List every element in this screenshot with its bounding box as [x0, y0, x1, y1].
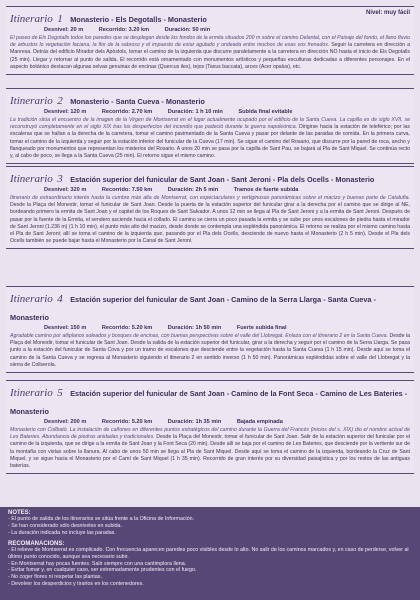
route-1-distance: Recorrido: 3.20 km — [98, 27, 150, 33]
route-2 — [6, 88, 414, 164]
route-3-header — [6, 167, 414, 194]
route-3-duration: Duración: 2h 5 min — [167, 187, 219, 193]
route-2-title: Monasterio - Santa Cueva - Monasterio — [70, 97, 205, 106]
route-1-stats — [44, 27, 410, 33]
notes-heading: NOTES: — [8, 510, 31, 516]
route-3-stats — [44, 187, 410, 193]
note-item: - Se han considerado sólo desniveles en subida. — [8, 522, 122, 529]
route-1-description — [6, 34, 414, 74]
notes-panel — [0, 507, 420, 600]
route-4-stats — [44, 325, 410, 331]
route-5-elevation: Desnivel: 200 m — [44, 419, 87, 425]
route-1-intro: El paseo de Els Degotalls todos los paredes que se desplegan desde los fondos de la ermita situados 200 m sobre el camino Delantal, con el Paisaje del fondo, el llano fluvio de arbustos lo vegetación faciana, la flor de la sabroso y el impuesto de estar agulado y ondeada entre muchos de esas vos frenados. — [10, 35, 410, 49]
recommendation-item: - En Montserrat hay pocas fuentes. Salir siempre con una cantimplora llena. — [8, 560, 187, 567]
recommendation-item: - No coger flores ni respetar las plantas. — [8, 574, 102, 581]
route-1-duration: Duración: 50 min — [164, 27, 211, 33]
route-3-distance: Recorrido: 7.50 km — [101, 187, 153, 193]
route-3-elevation: Desnivel: 320 m — [44, 187, 87, 193]
route-2-intro: La tradición sitúa el encuentro de la imagen de la Virgen de Montserrat en el lugar actualmente ocupado por el edificio de la Santa Cueva. La capilla es de siglo XVII, se reconstruyó completamente en el siglo XIX tras los desperfectos del incendio que padeció durante la guerra napoleónica. — [10, 117, 410, 131]
recommendation-item: - Devolver los desperdicios y tirarlos en los contenedores. — [8, 581, 144, 588]
route-5-header — [6, 381, 414, 426]
route-5-word: Itinerario — [10, 387, 53, 399]
route-4-elevation: Desnivel: 150 m — [44, 325, 87, 331]
route-2-description — [6, 116, 414, 163]
route-2-header — [6, 89, 414, 116]
route-1 — [6, 6, 414, 75]
route-5 — [6, 380, 414, 474]
route-2-stats — [44, 109, 410, 115]
route-4-description — [6, 332, 414, 372]
route-4 — [6, 286, 414, 373]
route-5-stats — [44, 419, 410, 425]
route-4-intro: Agradable camino por altiplanos soleados y bosques de encinas, con buenas perspectivas sobre el valle del Llobregat. Enlaza con el itinerario 2 en la Santa Cueva. — [10, 333, 388, 339]
note-item: - La duración indicada no incluye las paradas. — [8, 529, 116, 536]
route-1-header — [6, 7, 414, 34]
route-2-word: Itinerario — [10, 95, 53, 107]
route-2-body: Dirigirse hacia la estación de teleférico; por las escaleras que se hallan a la derecha de la carretera, tomar el camino pavimentado de la Santa Cueva y pasar por delante de las paradas de comida. En la primera curva, tomar el camino de la izquierda y seguir por la estación inferior del funicular de la Cueva (17 min). Se sigue el camino del Rosario, que discurre por la pared de roca, ancho y flanqueado por monumentos que representan los misterios del Rosario. A unos 20 min se pasa por la capilla de Sant Pau, se bajará al Pla de Sant Miquel. Se continúa recto y, al cabo de poco, se llega a la Santa Cueva (25 min). El retorno sigue el mismo camino. — [10, 124, 410, 160]
recommendation-item: - El relieve de Montserrat es complicado. Con frecuencia aparecen paredes poco visibles desde lo alto. No salir de los caminos marcados y, en caso de perderse, volver al último punto conocido, aunque sea necesario subir. — [8, 546, 409, 560]
route-4-word: Itinerario — [10, 293, 53, 305]
route-5-title: Estación superior del funicular de Sant Joan - Camino de la Font Seca - Camino de Les Bateries - Monasterio — [10, 389, 408, 416]
route-2-number: 2 — [57, 95, 63, 107]
route-4-number: 4 — [57, 293, 63, 305]
route-1-number: 1 — [57, 13, 63, 25]
route-4-distance: Recorrido: 5.20 km — [101, 325, 153, 331]
route-1-body: Seguir la carretera en dirección a Manresa. Detrás del edificio Mirador dels Apòstols, tomar el camino de la izquierda que discurre paralelamente a la carretera en dirección NO hasta el inicio de Els Degotalls (25 min). Llegar y retornar al punto de salida. El recorrido está ornamentado con monumentos artísticos y pequeñas esculturas dedicadas a diferentes personajes. En el aspecto botánico destacan algunas selvas genuinas de encinas (Quercus ilex), tejos (Taxus baccata), arces (Acer opalus), etc. — [10, 42, 410, 70]
route-3-word: Itinerario — [10, 173, 53, 185]
route-5-difficulty: Bajada empinada — [236, 419, 283, 425]
route-4-title: Estación superior del funicular de Sant Joan - Camino de la Serra Llarga - Santa Cueva - Monasterio — [10, 295, 376, 322]
route-3-title: Estación superior del funicular de Sant Joan - Sant Jeroni - Pla dels Ocells - Monasterio — [70, 175, 375, 184]
route-4-body: Desde la Plaça del Monestir, tomar el funicular de Sant Joan. Desde la salida de la estación superior del funicular, girar a la derecha y seguir por el camino de la Serra Llarga. Se pasa junto a la estación del funicular de Santa Cova y por un tramo de escalones que desciende entre la vegetación hasta la Santa Cueva (1 h 15 min). Desde aquí se toma el camino de la Santa Cueva y se regresa al Monasterio siguiendo el itinerario 2 en sentido inverso (1 h 50 min). Panorámicas espléndidas sobre el valle del Llobregat y la sierra de Collserola. — [10, 333, 410, 368]
route-5-number: 5 — [57, 387, 63, 399]
recommendations-heading: RECOMANACIONS: — [8, 540, 65, 547]
route-5-intro: Monasterio con Collbató. La instalación de cañones en diferentes puntos estratégicos del camino durante la Guerra del Francés (inicios del s. XIX) dio el nombre actual de Les Bateries. Abundancia de piedras anidadas y tradicionales. — [10, 427, 410, 441]
note-item: - El punto de salida de los itinerarios se sitúa frente a la Oficina de Información. — [8, 516, 195, 522]
route-3-body: Desde la Plaça del Monestir, tomar el funicular de Sant Joan. Desde la puerta de la estación superior del funicular girar a la derecha por el camino que se dirige al NE, bordeando primero la ermita de Sant Joan y el capitel de los Roques de Sant Salvador. A unos 12 min se llega al Pla de Sant Jeroni y a la ermita de Sant Jeroni. Después de pasar por la fuente de la Ermita, el sendero asciende hacia el collado. El camino se cierra un poco pasada la ermita y se sube por unos escalones de piedra hasta el mirador de Sant Jeroni (1.236 m) (1 h 10 min), el punto más alto del macizo, desde donde se contempla una espléndida panorámica. El retorno se realiza por el mismo camino hasta el Pla de Sant Jeroni; allí se toma el camino de la izquierda que, pasando por el Pla dels Ocells, desciende de nuevo hasta el Monasterio (2 h 5 min). Desde el Pla dels Ocells también se puede bajar hasta el Monasterio por la Canal de Sant Jeroni. — [10, 202, 410, 245]
route-2-distance: Recorrido: 2.70 km — [101, 109, 153, 115]
route-5-body: Desde la Plaça del Monestir, tomar el funicular de Sant Joan. Salir de la estación superior del funicular por el camino de la izquierda, que se dirige a la ermita de Sant Joan y la Font Seca (20 min). Desde allí se baja por el camino de Les Bateries, que desciende por la vertiente sur de la montaña con vistas sobre la llanura. Al cabo de unos 50 min se llega al Pla de Sant Miquel. Desde aquí se toma el camino de la izquierda, bordeando la Cruz de Sant Miquel, y se sigue hacia el Monasterio por el Camí de Sant Miquel (1 h 35 min). Recorrido de gran interés por su diversidad paisajística y por los restos de las antiguas baterías. — [10, 434, 410, 470]
route-1-elevation: Desnivel: 20 m — [44, 27, 84, 33]
route-4-header — [6, 287, 414, 332]
route-3-intro: Itinerario de extraordinario interés hasta la cumbre más alta de Montserrat, con espectaculares y vertiginosas panorámicas sobre el macizo y buenas parte de Cataluña. — [10, 195, 410, 201]
route-5-description — [6, 426, 414, 473]
route-5-duration: Duración: 1h 35 min — [167, 419, 222, 425]
route-3 — [6, 166, 414, 249]
route-1-word: Itinerario — [10, 13, 53, 25]
route-2-difficulty: Subida final evitable — [238, 109, 293, 115]
route-1-title: Monasterio - Els Degotalls - Monasterio — [70, 15, 207, 24]
recommendation-item: - Evitar fumar y, en cualquier caso, ser extremadamente prudentes con el fuego. — [8, 567, 197, 574]
route-3-difficulty: Tramos de fuerte subida — [233, 187, 299, 193]
route-2-elevation: Desnivel: 120 m — [44, 109, 87, 115]
route-4-difficulty: Fuerte subida final — [236, 325, 287, 331]
route-5-distance: Recorrido: 5.20 km — [101, 419, 153, 425]
route-1-difficulty: Nivel: muy fácil — [365, 10, 410, 16]
route-2-duration: Duración: 1 h 10 min — [167, 109, 223, 115]
route-4-duration: Duración: 1h 50 min — [167, 325, 222, 331]
route-3-description — [6, 194, 414, 248]
route-3-number: 3 — [57, 173, 63, 185]
